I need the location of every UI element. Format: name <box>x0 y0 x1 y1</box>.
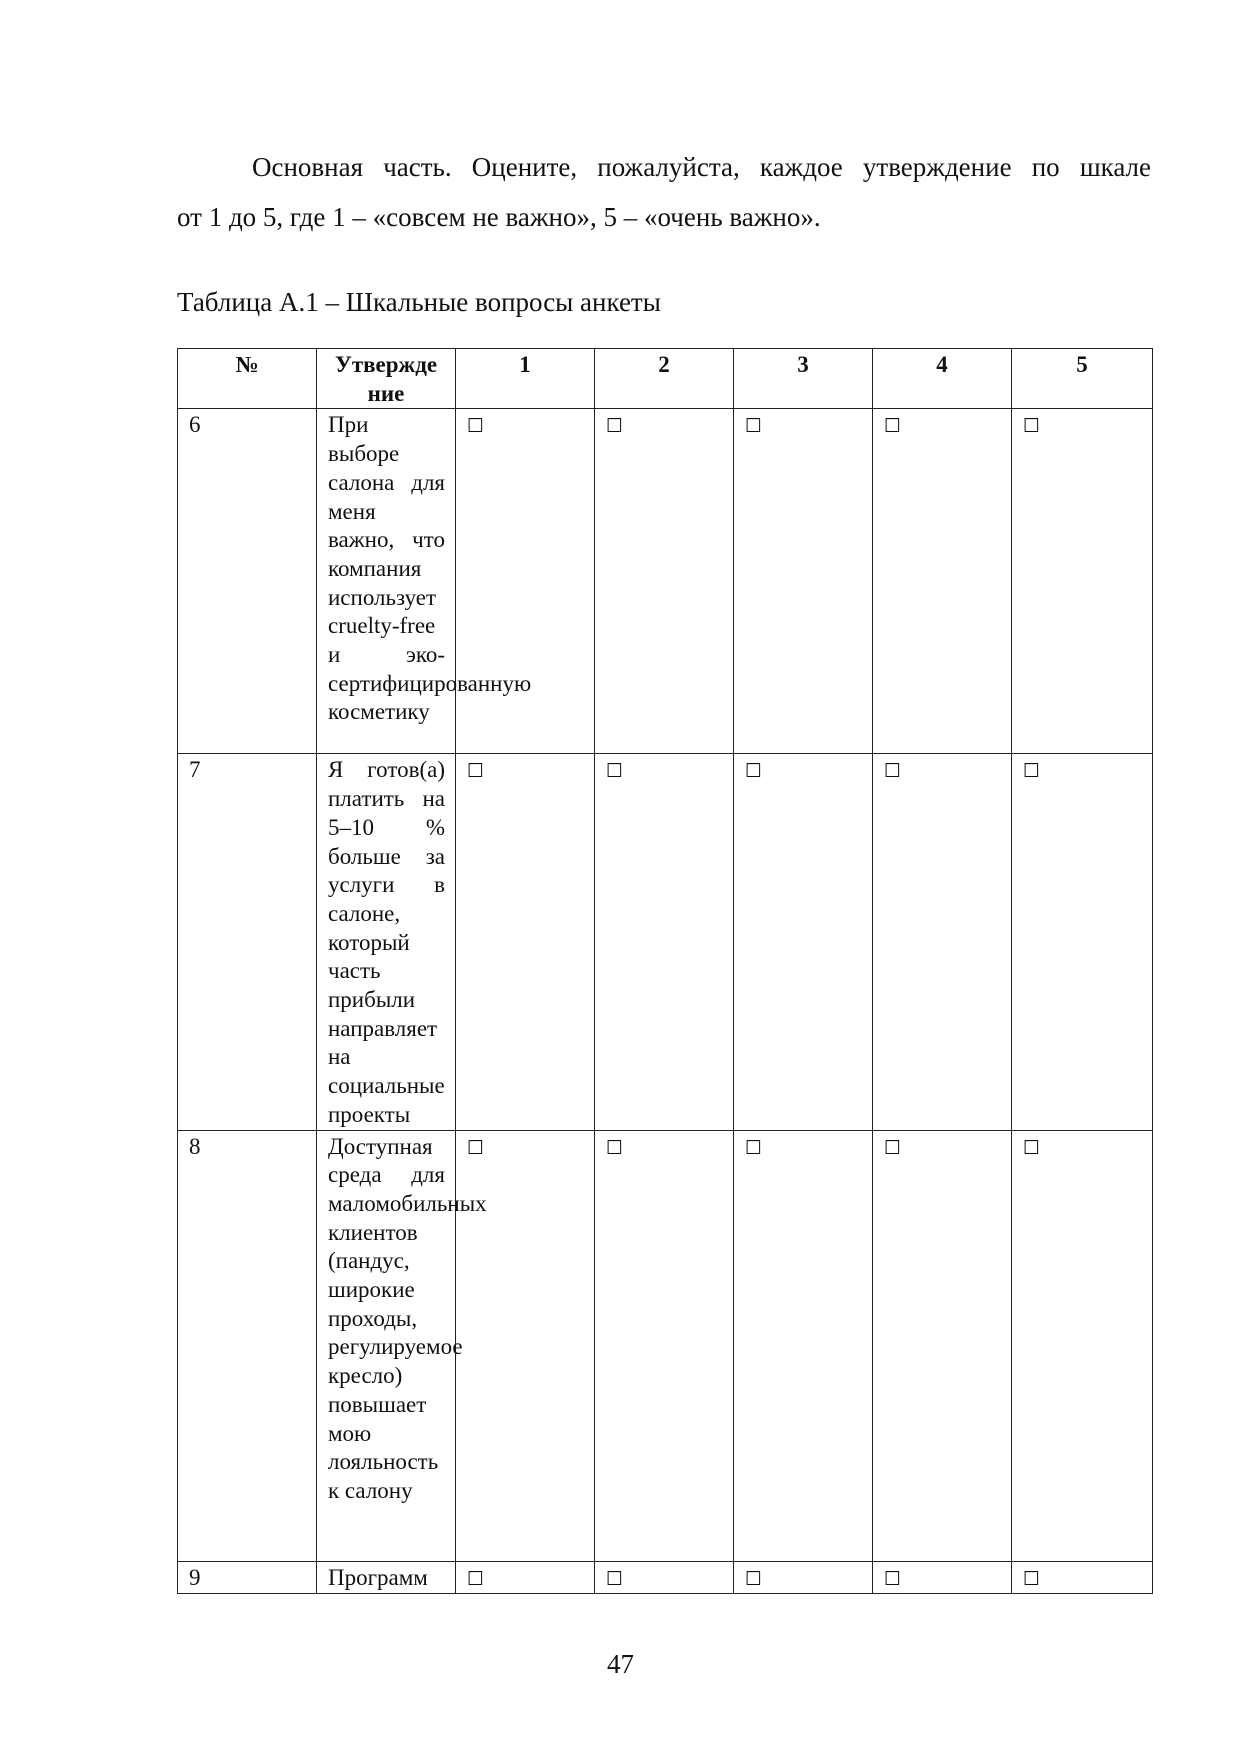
rating-cell-1 <box>456 1561 595 1594</box>
checkbox[interactable]: ☐ <box>884 1567 902 1590</box>
statement-cell: Я готов(а) платить на 5–10 % больше за услуги в салоне, который часть прибыли направляет на социальные проекты <box>317 754 456 1130</box>
table-row <box>178 1130 1153 1561</box>
rating-cell-5 <box>1012 409 1153 754</box>
checkbox[interactable]: ☐ <box>745 415 763 438</box>
survey-table <box>177 348 1153 1594</box>
rating-cell-2 <box>595 1130 734 1561</box>
checkbox[interactable]: ☐ <box>606 760 624 783</box>
checkbox[interactable]: ☐ <box>467 760 485 783</box>
rating-cell-3 <box>734 754 873 1130</box>
checkbox[interactable]: ☐ <box>1023 415 1041 438</box>
page-number: 47 <box>607 1649 634 1679</box>
header-number: № <box>178 349 317 409</box>
checkbox[interactable]: ☐ <box>1023 1136 1041 1159</box>
rating-cell-3 <box>734 409 873 754</box>
rating-cell-4 <box>873 409 1012 754</box>
checkbox[interactable]: ☐ <box>467 1136 485 1159</box>
header-scale-4: 4 <box>873 349 1012 409</box>
checkbox[interactable]: ☐ <box>884 760 902 783</box>
intro-paragraph <box>177 142 1151 242</box>
checkbox[interactable]: ☐ <box>606 1567 624 1590</box>
intro-line-2: от 1 до 5, где 1 – «совсем не важно», 5 – «очень важно». <box>177 202 821 232</box>
checkbox[interactable]: ☐ <box>745 1567 763 1590</box>
table-row <box>178 1561 1153 1594</box>
rating-cell-4 <box>873 1130 1012 1561</box>
checkbox[interactable]: ☐ <box>884 415 902 438</box>
row-number: 7 <box>178 754 317 1130</box>
checkbox[interactable]: ☐ <box>745 1136 763 1159</box>
rating-cell-1 <box>456 754 595 1130</box>
table-header-row <box>178 349 1153 409</box>
header-scale-3: 3 <box>734 349 873 409</box>
header-scale-5: 5 <box>1012 349 1153 409</box>
rating-cell-5 <box>1012 754 1153 1130</box>
checkbox[interactable]: ☐ <box>884 1136 902 1159</box>
header-scale-2: 2 <box>595 349 734 409</box>
checkbox[interactable]: ☐ <box>606 415 624 438</box>
intro-line-1: Основная часть. Оцените, пожалуйста, каждое утверждение по шкале <box>252 152 1151 182</box>
table-row <box>178 754 1153 1130</box>
header-scale-1: 1 <box>456 349 595 409</box>
statement-cell: Доступная среда для маломобильных клиентов (пандус, широкие проходы, регулируемое кресло) повышает мою лояльность к салону <box>317 1130 456 1561</box>
checkbox[interactable]: ☐ <box>1023 1567 1041 1590</box>
rating-cell-2 <box>595 1561 734 1594</box>
checkbox[interactable]: ☐ <box>1023 760 1041 783</box>
row-number: 8 <box>178 1130 317 1561</box>
rating-cell-2 <box>595 409 734 754</box>
rating-cell-4 <box>873 1561 1012 1594</box>
statement-cell: При выборе салона для меня важно, что компания использует cruelty-free и эко-сертифицированную косметику <box>317 409 456 754</box>
rating-cell-1 <box>456 409 595 754</box>
rating-cell-3 <box>734 1130 873 1561</box>
checkbox[interactable]: ☐ <box>745 760 763 783</box>
checkbox[interactable]: ☐ <box>467 1567 485 1590</box>
header-statement: Утвержде ние <box>317 349 456 409</box>
statement-cell: Программ <box>317 1561 456 1594</box>
rating-cell-4 <box>873 754 1012 1130</box>
table-caption: Таблица А.1 – Шкальные вопросы анкеты <box>177 287 661 317</box>
rating-cell-2 <box>595 754 734 1130</box>
rating-cell-3 <box>734 1561 873 1594</box>
rating-cell-5 <box>1012 1130 1153 1561</box>
rating-cell-5 <box>1012 1561 1153 1594</box>
checkbox[interactable]: ☐ <box>467 415 485 438</box>
checkbox[interactable]: ☐ <box>606 1136 624 1159</box>
row-number: 9 <box>178 1561 317 1594</box>
table-row <box>178 409 1153 754</box>
row-number: 6 <box>178 409 317 754</box>
